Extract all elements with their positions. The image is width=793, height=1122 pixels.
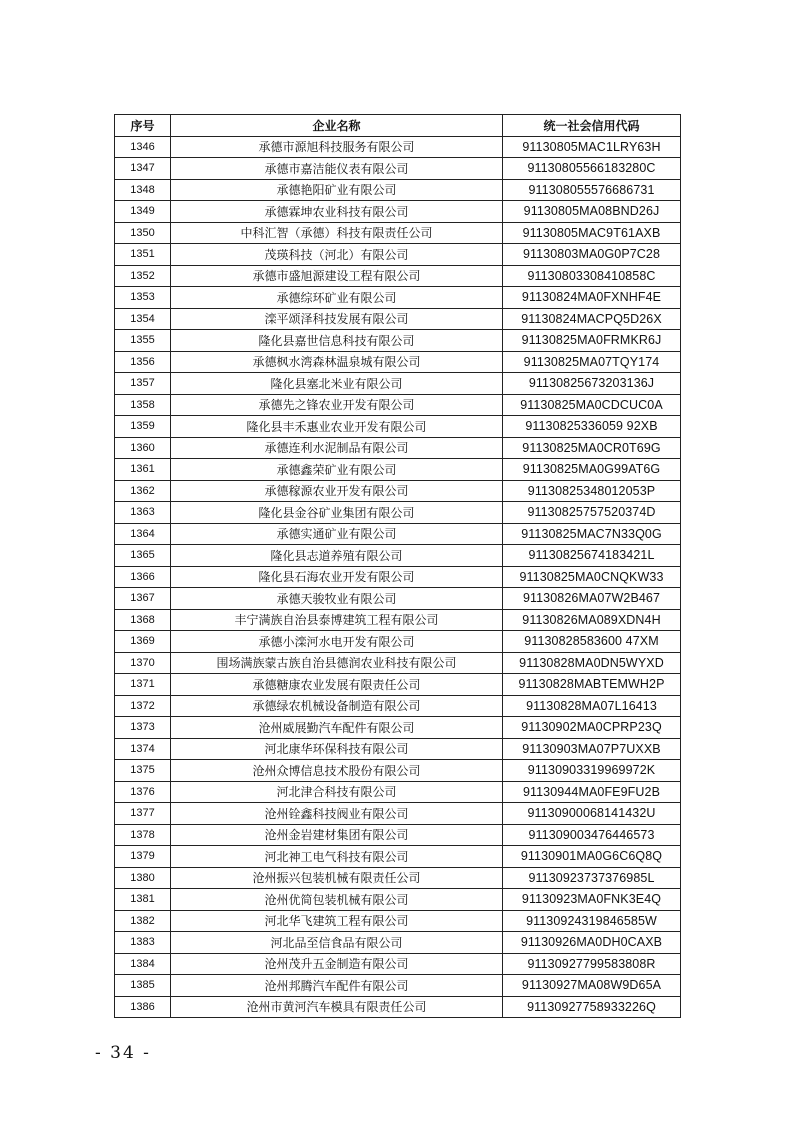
row-index: 1363 <box>115 502 171 524</box>
credit-code: 91130825MA0G99AT6G <box>503 459 681 481</box>
table-body <box>115 136 681 1018</box>
table-row <box>115 975 681 997</box>
company-name: 承德艳阳矿业有限公司 <box>171 179 503 201</box>
row-index: 1352 <box>115 265 171 287</box>
credit-code: 91130826MA089XDN4H <box>503 609 681 631</box>
row-index: 1358 <box>115 394 171 416</box>
row-index: 1347 <box>115 158 171 180</box>
row-index: 1382 <box>115 910 171 932</box>
table-row <box>115 287 681 309</box>
table-row <box>115 803 681 825</box>
table-row <box>115 437 681 459</box>
company-name: 承德连利水泥制品有限公司 <box>171 437 503 459</box>
credit-code: 91130825MA07TQY174 <box>503 351 681 373</box>
company-name: 承德实通矿业有限公司 <box>171 523 503 545</box>
credit-code: 911309003476446573 <box>503 824 681 846</box>
company-name: 沧州邦腾汽车配件有限公司 <box>171 975 503 997</box>
row-index: 1348 <box>115 179 171 201</box>
table-row <box>115 738 681 760</box>
table-row <box>115 416 681 438</box>
company-name: 承德市嘉洁能仪表有限公司 <box>171 158 503 180</box>
table-row <box>115 631 681 653</box>
credit-code: 91130825MA0CR0T69G <box>503 437 681 459</box>
table-row <box>115 674 681 696</box>
page-number: - 34 - <box>95 1043 151 1063</box>
row-index: 1375 <box>115 760 171 782</box>
company-name: 茂瑛科技（河北）有限公司 <box>171 244 503 266</box>
company-name: 沧州市黄河汽车模具有限责任公司 <box>171 996 503 1018</box>
credit-code: 91130825MA0CNQKW33 <box>503 566 681 588</box>
credit-code: 91130944MA0FE9FU2B <box>503 781 681 803</box>
table-row <box>115 308 681 330</box>
enterprise-table <box>114 114 681 1018</box>
company-name: 隆化县石海农业开发有限公司 <box>171 566 503 588</box>
company-name: 沧州铨鑫科技阀业有限公司 <box>171 803 503 825</box>
credit-code: 91130825757520374D <box>503 502 681 524</box>
row-index: 1377 <box>115 803 171 825</box>
company-name: 承德霖坤农业科技有限公司 <box>171 201 503 223</box>
table-row <box>115 459 681 481</box>
table-row <box>115 222 681 244</box>
table-row <box>115 652 681 674</box>
credit-code: 91130927MA08W9D65A <box>503 975 681 997</box>
row-index: 1386 <box>115 996 171 1018</box>
row-index: 1385 <box>115 975 171 997</box>
table-row <box>115 566 681 588</box>
row-index: 1374 <box>115 738 171 760</box>
table-row <box>115 136 681 158</box>
table-row <box>115 824 681 846</box>
header-index: 序号 <box>115 115 171 137</box>
credit-code: 91130828MA0DN5WYXD <box>503 652 681 674</box>
company-name: 承德天骏牧业有限公司 <box>171 588 503 610</box>
header-credit-code: 统一社会信用代码 <box>503 115 681 137</box>
company-name: 承德综环矿业有限公司 <box>171 287 503 309</box>
credit-code: 91130803308410858C <box>503 265 681 287</box>
table-row <box>115 953 681 975</box>
row-index: 1364 <box>115 523 171 545</box>
credit-code: 91130826MA07W2B467 <box>503 588 681 610</box>
credit-code: 91130924319846585W <box>503 910 681 932</box>
credit-code: 91130805MAC9T61AXB <box>503 222 681 244</box>
company-name: 河北津合科技有限公司 <box>171 781 503 803</box>
company-name: 承德市源旭科技服务有限公司 <box>171 136 503 158</box>
table-row <box>115 394 681 416</box>
company-name: 沧州优简包装机械有限公司 <box>171 889 503 911</box>
row-index: 1360 <box>115 437 171 459</box>
row-index: 1356 <box>115 351 171 373</box>
table-row <box>115 889 681 911</box>
credit-code: 91130901MA0G6C6Q8Q <box>503 846 681 868</box>
row-index: 1378 <box>115 824 171 846</box>
row-index: 1376 <box>115 781 171 803</box>
table-row <box>115 781 681 803</box>
table-row <box>115 351 681 373</box>
row-index: 1354 <box>115 308 171 330</box>
row-index: 1346 <box>115 136 171 158</box>
credit-code: 91130805MA08BND26J <box>503 201 681 223</box>
table-row <box>115 523 681 545</box>
table-row <box>115 932 681 954</box>
row-index: 1357 <box>115 373 171 395</box>
company-name: 中科汇智（承德）科技有限责任公司 <box>171 222 503 244</box>
credit-code: 91130903319969972K <box>503 760 681 782</box>
row-index: 1353 <box>115 287 171 309</box>
row-index: 1359 <box>115 416 171 438</box>
row-index: 1351 <box>115 244 171 266</box>
row-index: 1368 <box>115 609 171 631</box>
table-header-row <box>115 115 681 137</box>
credit-code: 91130828583600 47XM <box>503 631 681 653</box>
row-index: 1384 <box>115 953 171 975</box>
table-row <box>115 244 681 266</box>
company-name: 沧州金岩建材集团有限公司 <box>171 824 503 846</box>
credit-code: 91130803MA0G0P7C28 <box>503 244 681 266</box>
table-row <box>115 846 681 868</box>
credit-code: 91130825MAC7N33Q0G <box>503 523 681 545</box>
row-index: 1372 <box>115 695 171 717</box>
table-row <box>115 609 681 631</box>
company-name: 隆化县塞北米业有限公司 <box>171 373 503 395</box>
table-row <box>115 502 681 524</box>
company-name: 承德稼源农业开发有限公司 <box>171 480 503 502</box>
company-name: 河北神工电气科技有限公司 <box>171 846 503 868</box>
row-index: 1367 <box>115 588 171 610</box>
credit-code: 91130923737376985L <box>503 867 681 889</box>
company-name: 隆化县金谷矿业集团有限公司 <box>171 502 503 524</box>
table-row <box>115 695 681 717</box>
table-row <box>115 910 681 932</box>
credit-code: 91130902MA0CPRP23Q <box>503 717 681 739</box>
table-row <box>115 179 681 201</box>
credit-code: 911308055576686731 <box>503 179 681 201</box>
row-index: 1350 <box>115 222 171 244</box>
credit-code: 91130825674183421L <box>503 545 681 567</box>
company-name: 丰宁满族自治县泰博建筑工程有限公司 <box>171 609 503 631</box>
company-name: 承德鑫荣矿业有限公司 <box>171 459 503 481</box>
credit-code: 91130825348012053P <box>503 480 681 502</box>
row-index: 1361 <box>115 459 171 481</box>
table-row <box>115 480 681 502</box>
company-name: 围场满族蒙古族自治县德润农业科技有限公司 <box>171 652 503 674</box>
company-name: 沧州振兴包装机械有限责任公司 <box>171 867 503 889</box>
row-index: 1379 <box>115 846 171 868</box>
company-name: 沧州茂升五金制造有限公司 <box>171 953 503 975</box>
row-index: 1355 <box>115 330 171 352</box>
credit-code: 91130903MA07P7UXXB <box>503 738 681 760</box>
company-name: 沧州威展勤汽车配件有限公司 <box>171 717 503 739</box>
header-company-name: 企业名称 <box>171 115 503 137</box>
company-name: 承德先之锋农业开发有限公司 <box>171 394 503 416</box>
table-row <box>115 717 681 739</box>
table-row <box>115 201 681 223</box>
company-name: 隆化县丰禾惠业农业开发有限公司 <box>171 416 503 438</box>
table-row <box>115 373 681 395</box>
credit-code: 91130805566183280C <box>503 158 681 180</box>
row-index: 1349 <box>115 201 171 223</box>
row-index: 1381 <box>115 889 171 911</box>
table-row <box>115 545 681 567</box>
company-name: 承德小滦河水电开发有限公司 <box>171 631 503 653</box>
table-row <box>115 265 681 287</box>
row-index: 1373 <box>115 717 171 739</box>
credit-code: 91130900068141432U <box>503 803 681 825</box>
credit-code: 91130828MA07L16413 <box>503 695 681 717</box>
credit-code: 91130825336059 92XB <box>503 416 681 438</box>
table-row <box>115 760 681 782</box>
row-index: 1369 <box>115 631 171 653</box>
company-name: 承德绿农机械设备制造有限公司 <box>171 695 503 717</box>
row-index: 1362 <box>115 480 171 502</box>
row-index: 1365 <box>115 545 171 567</box>
row-index: 1366 <box>115 566 171 588</box>
company-name: 河北品至信食品有限公司 <box>171 932 503 954</box>
credit-code: 91130805MAC1LRY63H <box>503 136 681 158</box>
credit-code: 91130824MA0FXNHF4E <box>503 287 681 309</box>
company-name: 河北康华环保科技有限公司 <box>171 738 503 760</box>
company-name: 河北华飞建筑工程有限公司 <box>171 910 503 932</box>
table-row <box>115 588 681 610</box>
company-name: 隆化县志道养殖有限公司 <box>171 545 503 567</box>
credit-code: 91130927758933226Q <box>503 996 681 1018</box>
company-name: 承德市盛旭源建设工程有限公司 <box>171 265 503 287</box>
company-name: 沧州众博信息技术股份有限公司 <box>171 760 503 782</box>
table-row <box>115 158 681 180</box>
credit-code: 91130824MACPQ5D26X <box>503 308 681 330</box>
row-index: 1370 <box>115 652 171 674</box>
company-name: 滦平颂泽科技发展有限公司 <box>171 308 503 330</box>
credit-code: 91130825MA0FRMKR6J <box>503 330 681 352</box>
row-index: 1383 <box>115 932 171 954</box>
credit-code: 91130927799583808R <box>503 953 681 975</box>
company-name: 承德糖康农业发展有限责任公司 <box>171 674 503 696</box>
table-row <box>115 996 681 1018</box>
credit-code: 91130825MA0CDCUC0A <box>503 394 681 416</box>
company-name: 承德枫水湾森林温泉城有限公司 <box>171 351 503 373</box>
credit-code: 91130828MABTEMWH2P <box>503 674 681 696</box>
credit-code: 91130926MA0DH0CAXB <box>503 932 681 954</box>
table-row <box>115 330 681 352</box>
company-name: 隆化县嘉世信息科技有限公司 <box>171 330 503 352</box>
table-row <box>115 867 681 889</box>
credit-code: 91130923MA0FNK3E4Q <box>503 889 681 911</box>
credit-code: 91130825673203136J <box>503 373 681 395</box>
row-index: 1380 <box>115 867 171 889</box>
row-index: 1371 <box>115 674 171 696</box>
